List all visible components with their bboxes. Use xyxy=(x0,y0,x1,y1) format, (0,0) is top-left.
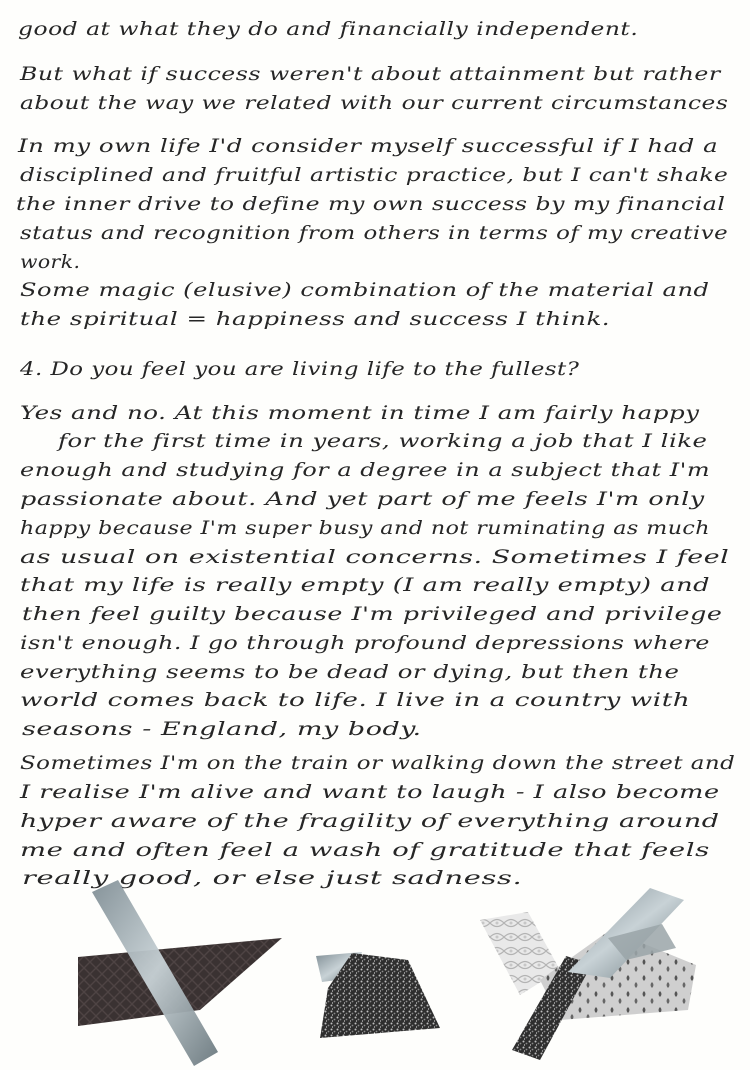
handwritten-line: isn't enough. I go through profound depressions where xyxy=(20,632,710,654)
handwritten-line: then feel guilty because I'm privileged and privilege xyxy=(22,603,723,625)
handwritten-line: Yes and no. At this moment in time I am fairly happy xyxy=(20,402,700,424)
handwritten-line: the inner drive to define my own success by my financial xyxy=(16,193,726,215)
handwritten-line: for the first time in years, working a job that I like xyxy=(58,430,708,452)
handwritten-line: status and recognition from others in terms of my creative xyxy=(20,222,729,244)
handwritten-line: about the way we related with our current circumstances xyxy=(20,92,729,114)
handwritten-line: good at what they do and financially independent. xyxy=(18,18,639,40)
handwritten-line: Some magic (elusive) combination of the material and xyxy=(20,279,710,301)
handwritten-line: really good, or else just sadness. xyxy=(22,867,523,889)
handwritten-line: everything seems to be dead or dying, but then the xyxy=(20,661,680,683)
handwritten-line: the spiritual = happiness and success I think. xyxy=(20,308,611,330)
handwritten-line: world comes back to life. I live in a country with xyxy=(20,689,691,711)
handwritten-line: as usual on existential concerns. Sometimes I feel xyxy=(20,546,730,568)
handwritten-line: work. xyxy=(20,251,81,273)
handwritten-line: But what if success weren't about attainment but rather xyxy=(20,63,721,85)
handwritten-line: hyper aware of the fragility of everything around xyxy=(20,810,720,832)
handwritten-line: passionate about. And yet part of me feels I'm only xyxy=(20,488,705,510)
paper-collage xyxy=(0,860,750,1070)
handwritten-line: 4. Do you feel you are living life to the fullest? xyxy=(20,358,580,380)
handwritten-line: disciplined and fruitful artistic practice, but I can't shake xyxy=(20,164,729,186)
handwritten-line: me and often feel a wash of gratitude that feels xyxy=(20,839,710,861)
handwritten-line: happy because I'm super busy and not ruminating as much xyxy=(20,517,711,539)
handwritten-line: seasons - England, my body. xyxy=(22,718,422,740)
handwritten-line: Sometimes I'm on the train or walking down the street and xyxy=(20,752,736,774)
handwritten-line: enough and studying for a degree in a subject that I'm xyxy=(20,459,711,481)
handwritten-line: that my life is really empty (I am really empty) and xyxy=(20,574,711,596)
handwritten-line: I realise I'm alive and want to laugh - I also become xyxy=(20,781,720,803)
handwritten-line: In my own life I'd consider myself successful if I had a xyxy=(18,135,719,157)
